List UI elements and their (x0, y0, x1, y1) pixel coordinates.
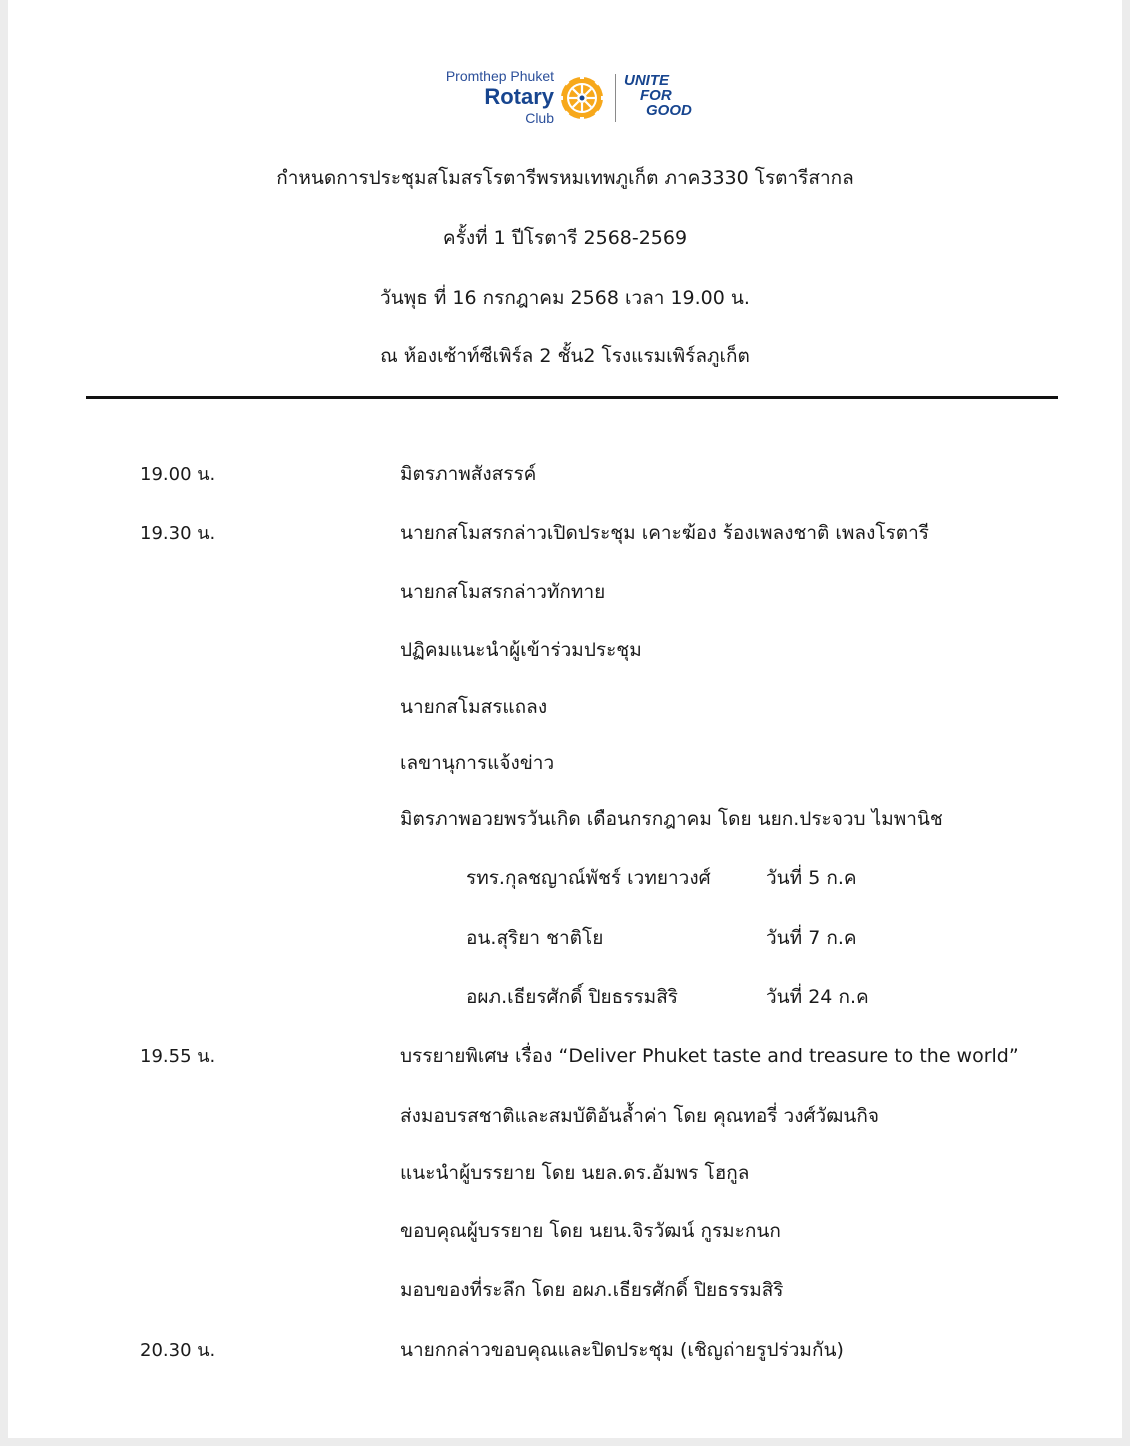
birthday-date: วันที่ 24 ก.ค (766, 986, 869, 1008)
birthday-date: วันที่ 5 ก.ค (766, 867, 857, 889)
agenda-time: 19.00 น. (140, 464, 216, 485)
agenda-item: เลขานุการแจ้งข่าว (400, 752, 555, 774)
meeting-number: ครั้งที่ 1 ปีโรตารี 2568-2569 (442, 227, 688, 249)
document-title: กำหนดการประชุมสโมสรโรตารีพรหมเทพภูเก็ต ภาค3330 โรตารีสากล (276, 167, 854, 189)
meeting-datetime: วันพุธ ที่ 16 กรกฎาคม 2568 เวลา 19.00 น. (380, 287, 750, 309)
club-name (426, 68, 554, 126)
birthday-name: รทร.กุลชญาณ์พัชร์ เวทยาวงศ์ (466, 867, 711, 889)
unite-for-good-tagline (624, 73, 692, 118)
agenda-item: บรรยายพิเศษ เรื่อง “Deliver Phuket taste and treasure to the world” (400, 1045, 1019, 1067)
tagline-word: UNITE (624, 72, 669, 89)
agenda-item: นายกสโมสรกล่าวทักทาย (400, 581, 606, 603)
agenda-item: ส่งมอบรสชาติและสมบัติอันล้ำค่า โดย คุณทอรี่ วงศ์วัฒนกิจ (400, 1105, 880, 1127)
agenda-item: แนะนำผู้บรรยาย โดย นยล.ดร.อัมพร โฮกูล (400, 1162, 750, 1184)
tagline-word: FOR (640, 87, 672, 104)
header-divider (86, 396, 1058, 399)
tagline-word: GOOD (646, 102, 692, 119)
agenda-item: มอบของที่ระลึก โดย อผภ.เธียรศักดิ์ ปิยธรรมสิริ (400, 1279, 784, 1301)
logo-divider (615, 74, 616, 122)
birthday-name: อน.สุริยา ชาติโย (466, 927, 604, 949)
rotary-logo (426, 64, 706, 128)
agenda-time: 19.55 น. (140, 1046, 216, 1067)
agenda-item: ขอบคุณผู้บรรยาย โดย นยน.จิรวัฒน์ กูรมะกนก (400, 1220, 781, 1242)
agenda-time: 20.30 น. (140, 1340, 216, 1361)
agenda-time: 19.30 น. (140, 523, 216, 544)
agenda-item: ปฏิคมแนะนำผู้เข้าร่วมประชุม (400, 639, 642, 661)
agenda-item: นายกสโมสรแถลง (400, 696, 548, 718)
rotary-wheel-icon (558, 74, 606, 122)
agenda-item: มิตรภาพอวยพรวันเกิด เดือนกรกฎาคม โดย นยก.ประจวบ ไมพานิช (400, 808, 943, 830)
agenda-item: นายกกล่าวขอบคุณและปิดประชุม (เชิญถ่ายรูปร่วมกัน) (400, 1339, 844, 1361)
meeting-venue: ณ ห้องเซ้าท์ซีเพิร์ล 2 ชั้น2 โรงแรมเพิร์ลภูเก็ต (380, 345, 750, 367)
club-name-top: Promthep Phuket (445, 68, 554, 84)
agenda-item: นายกสโมสรกล่าวเปิดประชุม เคาะฆ้อง ร้องเพลงชาติ เพลงโรตารี (400, 522, 929, 544)
club-name-club: Club (525, 110, 554, 126)
club-name-rotary: Rotary (484, 84, 554, 109)
agenda-item: มิตรภาพสังสรรค์ (400, 463, 537, 485)
birthday-name: อผภ.เธียรศักดิ์ ปิยธรรมสิริ (466, 986, 679, 1008)
birthday-date: วันที่ 7 ก.ค (766, 927, 857, 949)
